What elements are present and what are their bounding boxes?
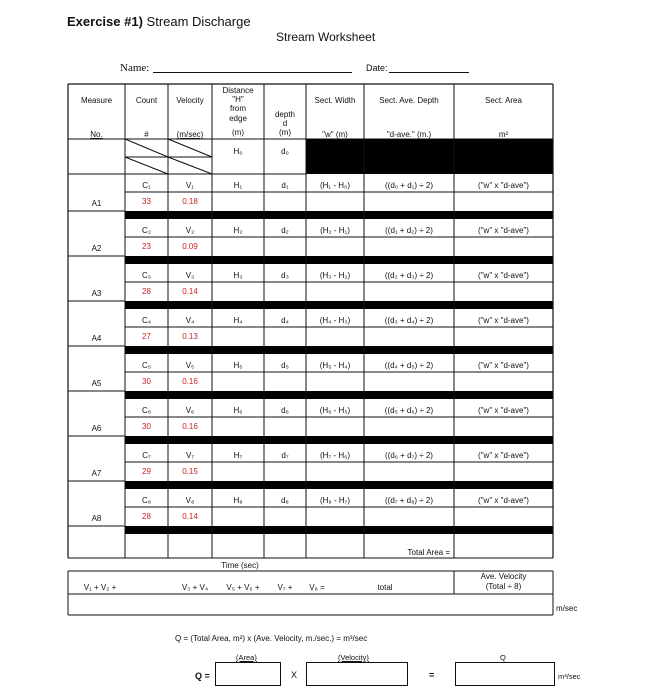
count-symbol: C₅	[142, 361, 151, 370]
measure-label: A2	[91, 244, 102, 253]
width-formula: (H₅ - H₄)	[319, 361, 351, 370]
velocity-value: 0.13	[182, 332, 198, 341]
count-symbol: C₁	[142, 181, 151, 190]
distance-symbol: H₂	[233, 226, 243, 235]
depth-subheader: (m)	[279, 128, 291, 137]
area-formula: ("w" x "d-ave")	[478, 496, 529, 505]
measure-label: A3	[91, 289, 102, 298]
exercise-title: Stream Discharge	[146, 14, 251, 29]
distance-symbol: H₄	[233, 316, 243, 325]
depth-symbol: d₂	[281, 226, 289, 235]
area-header: Sect. Area	[485, 96, 522, 105]
velocity-value: 0.14	[182, 287, 198, 296]
multiply-sign: X	[291, 670, 298, 680]
worksheet-title: Stream Worksheet	[276, 30, 376, 44]
width-formula: (H₃ - H₂)	[319, 271, 351, 280]
avedepth-formula: ((d₆ + d₇) ÷ 2)	[385, 451, 433, 460]
depth-header-2: d	[282, 119, 288, 128]
avedepth-header: Sect. Ave. Depth	[379, 96, 439, 105]
area-subheader: m²	[498, 130, 509, 139]
distance-header-3: from	[230, 104, 246, 113]
velocity-symbol: V₅	[185, 361, 195, 370]
diagonal-slash	[125, 157, 168, 174]
velocity-value: 0.18	[182, 197, 198, 206]
equals-sign: =	[429, 670, 435, 680]
exercise-number: Exercise #1)	[67, 14, 143, 29]
q-input-box[interactable]	[455, 662, 555, 686]
count-header: Count	[135, 96, 158, 105]
avedepth-formula: ((d₅ + d₆) ÷ 2)	[384, 406, 434, 415]
count-symbol: C₇	[142, 451, 151, 460]
depth-symbol: d₈	[281, 496, 289, 505]
velocity-value: 0.15	[182, 467, 198, 476]
count-value: 27	[142, 332, 151, 341]
distance-header-4: edge	[229, 114, 247, 123]
h0-label: H₀	[233, 147, 243, 156]
header-black-band	[306, 139, 553, 174]
measure-label: A1	[91, 199, 102, 208]
avedepth-formula: ((d₃ + d₄) ÷ 2)	[384, 316, 434, 325]
q-label: Q =	[195, 671, 210, 681]
area-hint: (Area)	[236, 653, 257, 662]
distance-symbol: H₈	[233, 496, 243, 505]
sum-v1-v2: V₁ + V₂ +	[83, 583, 117, 592]
distance-symbol: H₇	[233, 451, 243, 460]
velocity-header: Velocity	[176, 96, 204, 105]
name-label: Name:	[120, 62, 150, 74]
area-formula: ("w" x "d-ave")	[478, 451, 529, 460]
time-label: Time (sec)	[221, 561, 259, 570]
count-value: 33	[142, 197, 151, 206]
area-formula: ("w" x "d-ave")	[478, 316, 529, 325]
count-value: 28	[142, 512, 151, 521]
count-symbol: C₄	[141, 316, 152, 325]
area-formula: ("w" x "d-ave")	[478, 271, 529, 280]
area-formula: ("w" x "d-ave")	[478, 406, 529, 415]
width-formula: (H₂ - H₁)	[320, 226, 350, 235]
distance-header-2: "H"	[232, 95, 244, 104]
velocity-symbol: V₂	[185, 226, 195, 235]
count-value: 29	[142, 467, 151, 476]
depth-symbol: d₅	[281, 361, 289, 370]
width-formula: (H₁ - H₀)	[319, 181, 350, 190]
velocity-symbol: V₄	[185, 316, 195, 325]
ave-velocity-label: Ave. Velocity	[480, 572, 527, 581]
sum-v7: V₇ +	[277, 583, 293, 592]
velocity-value: 0.14	[182, 512, 198, 521]
row-black-band	[125, 256, 553, 264]
d0-label: d₀	[281, 147, 289, 156]
avedepth-formula: ((d₀ + d₁) ÷ 2)	[385, 181, 433, 190]
measure-label: A4	[91, 334, 102, 343]
velocity-value: 0.16	[182, 422, 198, 431]
count-value: 30	[142, 377, 151, 386]
count-subheader: #	[144, 130, 149, 139]
distance-symbol: H₁	[233, 181, 243, 190]
row-black-band	[125, 301, 553, 309]
area-formula: ("w" x "d-ave")	[478, 226, 529, 235]
row-black-band	[125, 436, 553, 444]
velocity-symbol: V₃	[185, 271, 195, 280]
date-label: Date:	[366, 63, 388, 73]
depth-symbol: d₄	[281, 316, 289, 325]
sum-v8: V₈ =	[309, 583, 325, 592]
count-symbol: C₆	[141, 406, 151, 415]
velocity-value: 0.09	[182, 242, 198, 251]
avedepth-formula: ((d₇ + d₈) ÷ 2)	[384, 496, 434, 505]
diagonal-slash	[125, 139, 168, 157]
measure-label: A6	[91, 424, 102, 433]
row-black-band	[125, 391, 553, 399]
width-header: Sect. Width	[314, 96, 356, 105]
depth-symbol: d₇	[281, 451, 289, 460]
m3sec-units: m³/sec	[558, 672, 581, 681]
width-formula: (H₄ - H₃)	[319, 316, 351, 325]
row-black-band	[125, 526, 553, 534]
distance-subheader: (m)	[232, 128, 244, 137]
avedepth-subheader: "d-ave." (m.)	[386, 130, 432, 139]
depth-symbol: d₃	[281, 271, 289, 280]
distance-symbol: H₃	[233, 271, 243, 280]
distance-symbol: H₅	[233, 361, 243, 370]
discharge-formula: Q = (Total Area, m²) x (Ave. Velocity, m./sec.) = m³/sec	[175, 634, 368, 643]
depth-symbol: d₆	[281, 406, 289, 415]
width-formula: (H₈ - H₇)	[319, 496, 351, 505]
ave-velocity-sub: (Total ÷ 8)	[485, 582, 522, 591]
area-formula: ("w" x "d-ave")	[478, 361, 529, 370]
distance-symbol: H₆	[233, 406, 243, 415]
total-area-label: Total Area =	[407, 548, 450, 557]
area-input-box[interactable]	[215, 662, 281, 686]
count-value: 23	[142, 242, 151, 251]
sum-v5-v6: V₅ + V₆ +	[226, 583, 260, 592]
width-formula: (H₆ - H₅)	[319, 406, 351, 415]
velocity-input-box[interactable]	[306, 662, 408, 686]
row-black-band	[125, 346, 553, 354]
velocity-symbol: V₁	[185, 181, 195, 190]
measure-label: A7	[91, 469, 102, 478]
velocity-symbol: V₈	[185, 496, 195, 505]
msec-units: m/sec	[556, 604, 578, 613]
width-subheader: "w" (m)	[322, 130, 348, 139]
count-symbol: C₈	[141, 496, 152, 505]
count-value: 28	[142, 287, 151, 296]
row-black-band	[125, 481, 553, 489]
count-symbol: C₂	[142, 226, 151, 235]
count-symbol: C₃	[141, 271, 152, 280]
width-formula: (H₇ - H₆)	[320, 451, 350, 460]
velocity-value: 0.16	[182, 377, 198, 386]
depth-header-1: depth	[274, 110, 296, 119]
depth-symbol: d₁	[281, 181, 289, 190]
velocity-symbol: V₆	[185, 406, 195, 415]
measure-subheader: No.	[90, 130, 103, 139]
diagonal-slash	[168, 139, 212, 157]
q-hint: Q	[500, 653, 506, 662]
avedepth-formula: ((d₂ + d₃) ÷ 2)	[384, 271, 434, 280]
measure-label: A8	[91, 514, 102, 523]
diagonal-slash	[168, 157, 212, 174]
measure-label: A5	[91, 379, 102, 388]
count-value: 30	[142, 422, 151, 431]
velocity-symbol: V₇	[185, 451, 195, 460]
distance-header-1: Distance	[222, 86, 254, 95]
area-formula: ("w" x "d-ave")	[478, 181, 529, 190]
velocity-subheader: (m/sec)	[176, 130, 204, 139]
sum-v3-v4: V₃ + V₄	[181, 583, 209, 592]
total-label: total	[377, 583, 393, 592]
row-black-band	[125, 211, 553, 219]
measure-header: Measure	[80, 96, 113, 105]
avedepth-formula: ((d₁ + d₂) ÷ 2)	[385, 226, 433, 235]
avedepth-formula: ((d₄ + d₅) ÷ 2)	[384, 361, 434, 370]
velocity-hint: (Velocity)	[338, 653, 369, 662]
